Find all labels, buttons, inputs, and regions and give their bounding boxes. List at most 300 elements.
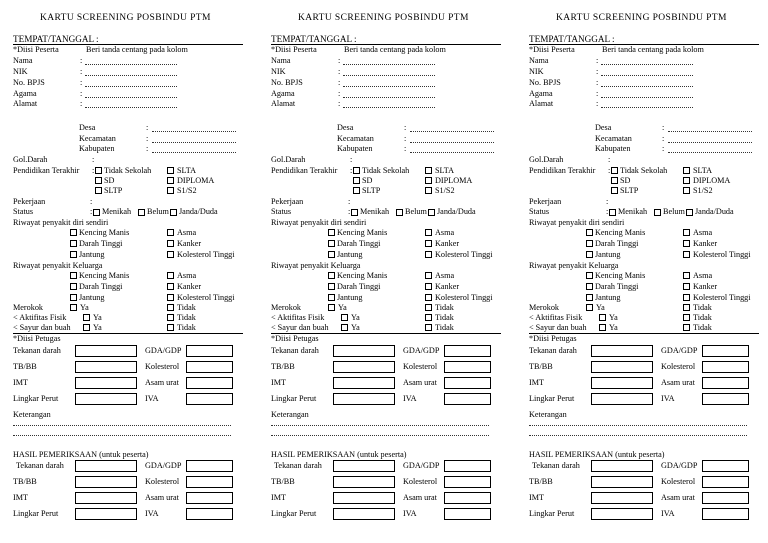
tempat-tanggal-label: TEMPAT/TANGGAL : (13, 34, 99, 44)
gda-gdp-input[interactable] (444, 460, 491, 472)
iva-input[interactable] (702, 508, 749, 520)
diisi-petugas-label: *Diisi Petugas (271, 334, 319, 343)
desa-label: Desa (595, 123, 612, 132)
imt-input[interactable] (591, 377, 653, 389)
kencing-manis-label: Kencing Manis (79, 228, 130, 237)
kencing-manis-checkbox[interactable] (328, 272, 335, 279)
aktifitas-label: < Aktifitas Fisik (271, 313, 325, 322)
nik-field[interactable] (343, 75, 435, 76)
ya-label: Ya (93, 313, 102, 322)
sltp-label: SLTP (362, 186, 381, 195)
colon: : (350, 166, 353, 175)
asam-urat-input[interactable] (186, 377, 233, 389)
kencing-manis-label: Kencing Manis (337, 271, 388, 280)
kanker-checkbox[interactable] (167, 240, 174, 247)
jantung-label: Jantung (79, 250, 105, 259)
kolesterol-tinggi-checkbox[interactable] (167, 251, 174, 258)
kolesterol-tinggi-checkbox[interactable] (167, 294, 174, 301)
screening-card (516, 0, 759, 543)
iva-label: IVA (661, 509, 675, 518)
merokok-label: Merokok (13, 303, 44, 312)
kanker-checkbox[interactable] (425, 283, 432, 290)
darah-tinggi-label: Darah Tinggi (595, 239, 639, 248)
sayur-tidak-checkbox[interactable] (425, 324, 432, 331)
merokok-ya-checkbox[interactable] (586, 304, 593, 311)
lingkar-perut-input[interactable] (333, 508, 395, 520)
alamat-label: Alamat (529, 99, 554, 108)
s1s2-label: S1/S2 (693, 186, 713, 195)
belum-checkbox[interactable] (138, 209, 145, 216)
sd-checkbox[interactable] (353, 177, 360, 184)
status-label: Status (13, 207, 34, 216)
kencing-manis-checkbox[interactable] (586, 229, 593, 236)
sayur-ya-checkbox[interactable] (599, 324, 606, 331)
tidak-label: Tidak (177, 323, 196, 332)
desa-field[interactable] (410, 131, 494, 132)
diisi-peserta-label: *Diisi Peserta (271, 45, 317, 54)
kolesterol-input[interactable] (186, 476, 233, 488)
colon: : (596, 78, 599, 87)
tidak-label: Tidak (435, 313, 454, 322)
gol-darah-label: Gol.Darah (529, 155, 564, 164)
asma-label: Asma (177, 228, 197, 237)
kanker-checkbox[interactable] (167, 283, 174, 290)
darah-tinggi-checkbox[interactable] (586, 240, 593, 247)
kolesterol-tinggi-label: Kolesterol Tinggi (693, 250, 751, 259)
asam-urat-label: Asam urat (661, 493, 695, 502)
asam-urat-label: Asam urat (661, 378, 695, 387)
ya-label: Ya (351, 313, 360, 322)
tidak-label: Tidak (693, 303, 712, 312)
jantung-checkbox[interactable] (328, 251, 335, 258)
aktifitas-ya-checkbox[interactable] (83, 314, 90, 321)
bpjs-field[interactable] (85, 86, 177, 87)
tidak-label: Tidak (177, 303, 196, 312)
lingkar-perut-label: Lingkar Perut (529, 509, 575, 518)
kencing-manis-label: Kencing Manis (79, 271, 130, 280)
jantung-checkbox[interactable] (70, 251, 77, 258)
merokok-tidak-checkbox[interactable] (167, 304, 174, 311)
nik-field[interactable] (85, 75, 177, 76)
menikah-checkbox[interactable] (351, 209, 358, 216)
menikah-checkbox[interactable] (609, 209, 616, 216)
imt-input[interactable] (591, 492, 653, 504)
iva-label: IVA (661, 394, 675, 403)
gda-gdp-input[interactable] (702, 345, 749, 357)
kolesterol-input[interactable] (186, 361, 233, 373)
asma-checkbox[interactable] (425, 272, 432, 279)
tekanan-darah-input[interactable] (591, 460, 653, 472)
kolesterol-label: Kolesterol (145, 362, 180, 371)
lingkar-perut-input[interactable] (333, 393, 395, 405)
imt-input[interactable] (75, 377, 137, 389)
janda-duda-checkbox[interactable] (428, 209, 435, 216)
jantung-label: Jantung (337, 250, 363, 259)
menikah-checkbox[interactable] (93, 209, 100, 216)
aktifitas-ya-checkbox[interactable] (341, 314, 348, 321)
iva-input[interactable] (186, 393, 233, 405)
colon: : (662, 134, 665, 143)
tekanan-darah-input[interactable] (75, 460, 137, 472)
aktifitas-tidak-checkbox[interactable] (683, 314, 690, 321)
nama-label: Nama (13, 56, 33, 65)
diploma-checkbox[interactable] (683, 177, 690, 184)
slta-label: SLTA (435, 166, 455, 175)
tb-bb-input[interactable] (591, 361, 653, 373)
sltp-checkbox[interactable] (95, 187, 102, 194)
sltp-label: SLTP (104, 186, 123, 195)
lingkar-perut-input[interactable] (75, 508, 137, 520)
darah-tinggi-label: Darah Tinggi (337, 239, 381, 248)
kolesterol-input[interactable] (702, 361, 749, 373)
ya-label: Ya (351, 323, 360, 332)
nama-field[interactable] (601, 64, 693, 65)
iva-input[interactable] (702, 393, 749, 405)
aktifitas-tidak-checkbox[interactable] (425, 314, 432, 321)
agama-label: Agama (529, 89, 553, 98)
belum-label: Belum (405, 207, 427, 216)
menikah-label: Menikah (360, 207, 390, 216)
imt-input[interactable] (75, 492, 137, 504)
colon: : (662, 123, 665, 132)
colon: : (404, 134, 407, 143)
asam-urat-input[interactable] (702, 377, 749, 389)
kolesterol-label: Kolesterol (403, 362, 438, 371)
asma-checkbox[interactable] (167, 272, 174, 279)
tb-bb-input[interactable] (333, 476, 395, 488)
imt-label: IMT (529, 378, 545, 387)
belum-label: Belum (663, 207, 685, 216)
aktifitas-label: < Aktifitas Fisik (13, 313, 67, 322)
asam-urat-input[interactable] (702, 492, 749, 504)
gda-gdp-input[interactable] (702, 460, 749, 472)
asam-urat-input[interactable] (186, 492, 233, 504)
kanker-label: Kanker (177, 282, 202, 291)
asma-label: Asma (435, 271, 455, 280)
sltp-checkbox[interactable] (611, 187, 618, 194)
imt-label: IMT (271, 493, 287, 502)
gda-gdp-input[interactable] (186, 460, 233, 472)
ya-label: Ya (609, 313, 618, 322)
sd-label: SD (104, 176, 115, 185)
bpjs-field[interactable] (343, 86, 435, 87)
jantung-checkbox[interactable] (586, 251, 593, 258)
kolesterol-tinggi-label: Kolesterol Tinggi (435, 250, 493, 259)
kolesterol-label: Kolesterol (403, 477, 438, 486)
desa-field[interactable] (668, 131, 752, 132)
kabupaten-field[interactable] (410, 152, 494, 153)
tb-bb-input[interactable] (75, 361, 137, 373)
janda-duda-checkbox[interactable] (170, 209, 177, 216)
darah-tinggi-checkbox[interactable] (328, 240, 335, 247)
janda-duda-label: Janda/Duda (179, 207, 218, 216)
keterangan-line[interactable] (529, 435, 747, 436)
agama-field[interactable] (343, 97, 435, 98)
sltp-checkbox[interactable] (353, 187, 360, 194)
sd-checkbox[interactable] (95, 177, 102, 184)
merokok-tidak-checkbox[interactable] (683, 304, 690, 311)
kolesterol-input[interactable] (444, 361, 491, 373)
bpjs-field[interactable] (601, 86, 693, 87)
menikah-label: Menikah (102, 207, 132, 216)
s1s2-checkbox[interactable] (425, 187, 432, 194)
alamat-field[interactable] (85, 107, 177, 108)
sayur-ya-checkbox[interactable] (341, 324, 348, 331)
colon: : (146, 134, 149, 143)
slta-label: SLTA (693, 166, 713, 175)
alamat-field[interactable] (601, 107, 693, 108)
kencing-manis-label: Kencing Manis (595, 228, 646, 237)
kecamatan-field[interactable] (668, 142, 752, 143)
keterangan-line[interactable] (13, 425, 231, 426)
lingkar-perut-input[interactable] (591, 508, 653, 520)
kencing-manis-checkbox[interactable] (328, 229, 335, 236)
imt-label: IMT (529, 493, 545, 502)
lingkar-perut-label: Lingkar Perut (271, 509, 317, 518)
keterangan-line[interactable] (271, 435, 489, 436)
darah-tinggi-checkbox[interactable] (70, 283, 77, 290)
kolesterol-label: Kolesterol (661, 362, 696, 371)
slta-checkbox[interactable] (425, 167, 432, 174)
tekanan-darah-input[interactable] (333, 345, 395, 357)
sd-label: SD (362, 176, 373, 185)
tidak-sekolah-checkbox[interactable] (611, 167, 618, 174)
asam-urat-input[interactable] (444, 377, 491, 389)
colon: : (338, 56, 341, 65)
tekanan-darah-label: Tekanan darah (271, 346, 319, 355)
darah-tinggi-checkbox[interactable] (328, 283, 335, 290)
kencing-manis-checkbox[interactable] (586, 272, 593, 279)
belum-checkbox[interactable] (396, 209, 403, 216)
colon: : (596, 56, 599, 65)
jantung-checkbox[interactable] (328, 294, 335, 301)
kanker-label: Kanker (435, 239, 460, 248)
colon: : (348, 207, 351, 216)
tb-bb-label: TB/BB (13, 477, 37, 486)
ya-label: Ya (609, 323, 618, 332)
tb-bb-input[interactable] (75, 476, 137, 488)
kecamatan-field[interactable] (410, 142, 494, 143)
lingkar-perut-input[interactable] (75, 393, 137, 405)
agama-field[interactable] (601, 97, 693, 98)
riwayat-keluarga-label: Riwayat penyakit Keluarga (271, 261, 361, 270)
asma-label: Asma (693, 271, 713, 280)
gda-gdp-label: GDA/GDP (403, 461, 440, 470)
jantung-checkbox[interactable] (70, 294, 77, 301)
tempat-tanggal-label: TEMPAT/TANGGAL : (271, 34, 357, 44)
colon: : (80, 67, 83, 76)
sayur-tidak-checkbox[interactable] (683, 324, 690, 331)
colon: : (90, 207, 93, 216)
kabupaten-field[interactable] (152, 152, 236, 153)
kecamatan-label: Kecamatan (595, 134, 632, 143)
merokok-tidak-checkbox[interactable] (425, 304, 432, 311)
tidak-sekolah-label: Tidak Sekolah (620, 166, 668, 175)
kecamatan-field[interactable] (152, 142, 236, 143)
tidak-sekolah-checkbox[interactable] (95, 167, 102, 174)
colon: : (92, 155, 95, 164)
kanker-checkbox[interactable] (683, 240, 690, 247)
colon: : (338, 89, 341, 98)
pekerjaan-label: Pekerjaan (271, 197, 304, 206)
iva-input[interactable] (444, 393, 491, 405)
tidak-sekolah-checkbox[interactable] (353, 167, 360, 174)
ya-label: Ya (338, 303, 347, 312)
lingkar-perut-label: Lingkar Perut (529, 394, 575, 403)
s1s2-checkbox[interactable] (167, 187, 174, 194)
pendidikan-label: Pendidikan Terakhir (529, 166, 596, 175)
status-label: Status (529, 207, 550, 216)
kolesterol-tinggi-checkbox[interactable] (425, 251, 432, 258)
desa-label: Desa (79, 123, 96, 132)
colon: : (338, 99, 341, 108)
iva-input[interactable] (444, 508, 491, 520)
s1s2-checkbox[interactable] (683, 187, 690, 194)
darah-tinggi-checkbox[interactable] (586, 283, 593, 290)
imt-label: IMT (13, 378, 29, 387)
keterangan-line[interactable] (271, 425, 489, 426)
colon: : (596, 89, 599, 98)
keterangan-line[interactable] (13, 435, 231, 436)
gda-gdp-label: GDA/GDP (403, 346, 440, 355)
tekanan-darah-input[interactable] (333, 460, 395, 472)
aktifitas-label: < Aktifitas Fisik (529, 313, 583, 322)
colon: : (80, 56, 83, 65)
ya-label: Ya (596, 303, 605, 312)
jantung-checkbox[interactable] (586, 294, 593, 301)
asma-checkbox[interactable] (167, 229, 174, 236)
sd-checkbox[interactable] (611, 177, 618, 184)
instruction-text: Beri tanda centang pada kolom (86, 45, 188, 54)
kecamatan-label: Kecamatan (337, 134, 374, 143)
nik-field[interactable] (601, 75, 693, 76)
merokok-ya-checkbox[interactable] (70, 304, 77, 311)
colon: : (608, 155, 611, 164)
gda-gdp-input[interactable] (186, 345, 233, 357)
s1s2-label: S1/S2 (435, 186, 455, 195)
asma-checkbox[interactable] (683, 272, 690, 279)
gda-gdp-input[interactable] (444, 345, 491, 357)
belum-checkbox[interactable] (654, 209, 661, 216)
nama-label: Nama (271, 56, 291, 65)
colon: : (80, 78, 83, 87)
kabupaten-label: Kabupaten (79, 144, 115, 153)
kolesterol-tinggi-checkbox[interactable] (683, 294, 690, 301)
kolesterol-tinggi-checkbox[interactable] (683, 251, 690, 258)
tekanan-darah-label: Tekanan darah (274, 461, 322, 470)
aktifitas-ya-checkbox[interactable] (599, 314, 606, 321)
tidak-label: Tidak (435, 323, 454, 332)
jantung-label: Jantung (595, 293, 621, 302)
imt-input[interactable] (333, 377, 395, 389)
kolesterol-input[interactable] (444, 476, 491, 488)
tidak-label: Tidak (693, 313, 712, 322)
tekanan-darah-input[interactable] (591, 345, 653, 357)
sayur-ya-checkbox[interactable] (83, 324, 90, 331)
kabupaten-field[interactable] (668, 152, 752, 153)
iva-input[interactable] (186, 508, 233, 520)
sayur-label: < Sayur dan buah (13, 323, 71, 332)
tidak-sekolah-label: Tidak Sekolah (104, 166, 152, 175)
kolesterol-tinggi-checkbox[interactable] (425, 294, 432, 301)
sayur-label: < Sayur dan buah (529, 323, 587, 332)
asma-checkbox[interactable] (683, 229, 690, 236)
darah-tinggi-checkbox[interactable] (70, 240, 77, 247)
hasil-label: HASIL PEMERIKSAAN (untuk peserta) (271, 450, 407, 459)
imt-input[interactable] (333, 492, 395, 504)
sd-label: SD (620, 176, 631, 185)
gda-gdp-label: GDA/GDP (145, 461, 182, 470)
merokok-ya-checkbox[interactable] (328, 304, 335, 311)
keterangan-label: Keterangan (271, 410, 309, 419)
tb-bb-input[interactable] (591, 476, 653, 488)
diploma-checkbox[interactable] (167, 177, 174, 184)
asma-label: Asma (435, 228, 455, 237)
keterangan-label: Keterangan (13, 410, 51, 419)
sayur-tidak-checkbox[interactable] (167, 324, 174, 331)
darah-tinggi-label: Darah Tinggi (337, 282, 381, 291)
kolesterol-input[interactable] (702, 476, 749, 488)
lingkar-perut-label: Lingkar Perut (271, 394, 317, 403)
kencing-manis-checkbox[interactable] (70, 229, 77, 236)
tekanan-darah-label: Tekanan darah (13, 346, 61, 355)
kencing-manis-label: Kencing Manis (595, 271, 646, 280)
janda-duda-checkbox[interactable] (686, 209, 693, 216)
kanker-checkbox[interactable] (683, 283, 690, 290)
nik-label: NIK (13, 67, 28, 76)
screening-card (258, 0, 501, 543)
nama-field[interactable] (343, 64, 435, 65)
tb-bb-label: TB/BB (529, 362, 553, 371)
kanker-checkbox[interactable] (425, 240, 432, 247)
slta-checkbox[interactable] (167, 167, 174, 174)
asam-urat-label: Asam urat (145, 378, 179, 387)
kabupaten-label: Kabupaten (595, 144, 631, 153)
tidak-label: Tidak (693, 323, 712, 332)
tb-bb-label: TB/BB (13, 362, 37, 371)
card-title: KARTU SCREENING POSBINDU PTM (40, 13, 211, 23)
slta-checkbox[interactable] (683, 167, 690, 174)
kolesterol-tinggi-label: Kolesterol Tinggi (177, 250, 235, 259)
nama-field[interactable] (85, 64, 177, 65)
tekanan-darah-label: Tekanan darah (16, 461, 64, 470)
lingkar-perut-input[interactable] (591, 393, 653, 405)
jantung-label: Jantung (595, 250, 621, 259)
kolesterol-tinggi-label: Kolesterol Tinggi (177, 293, 235, 302)
diisi-peserta-label: *Diisi Peserta (529, 45, 575, 54)
kencing-manis-checkbox[interactable] (70, 272, 77, 279)
riwayat-keluarga-label: Riwayat penyakit Keluarga (529, 261, 619, 270)
aktifitas-tidak-checkbox[interactable] (167, 314, 174, 321)
agama-field[interactable] (85, 97, 177, 98)
asma-checkbox[interactable] (425, 229, 432, 236)
alamat-field[interactable] (343, 107, 435, 108)
keterangan-line[interactable] (529, 425, 747, 426)
tb-bb-input[interactable] (333, 361, 395, 373)
diploma-checkbox[interactable] (425, 177, 432, 184)
asam-urat-input[interactable] (444, 492, 491, 504)
gol-darah-label: Gol.Darah (271, 155, 306, 164)
diisi-petugas-label: *Diisi Petugas (13, 334, 61, 343)
ya-label: Ya (93, 323, 102, 332)
colon: : (404, 144, 407, 153)
colon: : (80, 89, 83, 98)
janda-duda-label: Janda/Duda (695, 207, 734, 216)
tekanan-darah-input[interactable] (75, 345, 137, 357)
alamat-label: Alamat (13, 99, 38, 108)
desa-field[interactable] (152, 131, 236, 132)
tidak-label: Tidak (435, 303, 454, 312)
